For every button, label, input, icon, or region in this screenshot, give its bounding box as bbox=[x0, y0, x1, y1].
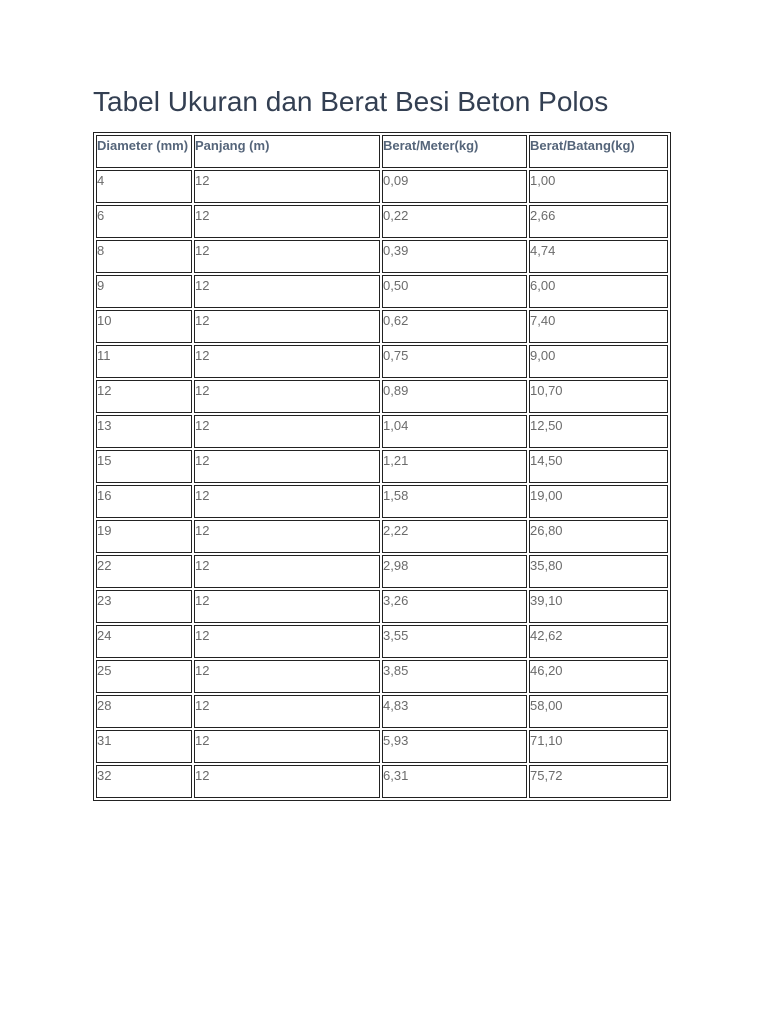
table-row bbox=[96, 275, 668, 308]
cell-berat-meter: 1,21 bbox=[382, 450, 527, 483]
cell-berat-batang: 6,00 bbox=[529, 275, 668, 308]
cell-berat-meter: 0,22 bbox=[382, 205, 527, 238]
cell-diameter: 6 bbox=[96, 205, 192, 238]
cell-diameter: 10 bbox=[96, 310, 192, 343]
cell-berat-batang: 14,50 bbox=[529, 450, 668, 483]
cell-panjang: 12 bbox=[194, 555, 380, 588]
cell-berat-batang: 10,70 bbox=[529, 380, 668, 413]
cell-diameter: 8 bbox=[96, 240, 192, 273]
cell-panjang: 12 bbox=[194, 625, 380, 658]
table-row bbox=[96, 625, 668, 658]
table-row bbox=[96, 450, 668, 483]
cell-diameter: 19 bbox=[96, 520, 192, 553]
cell-panjang: 12 bbox=[194, 730, 380, 763]
cell-diameter: 32 bbox=[96, 765, 192, 798]
cell-berat-batang: 58,00 bbox=[529, 695, 668, 728]
cell-berat-meter: 3,85 bbox=[382, 660, 527, 693]
cell-panjang: 12 bbox=[194, 520, 380, 553]
cell-berat-meter: 5,93 bbox=[382, 730, 527, 763]
cell-berat-batang: 75,72 bbox=[529, 765, 668, 798]
cell-panjang: 12 bbox=[194, 240, 380, 273]
cell-diameter: 9 bbox=[96, 275, 192, 308]
table-row bbox=[96, 555, 668, 588]
cell-diameter: 16 bbox=[96, 485, 192, 518]
table-row bbox=[96, 520, 668, 553]
cell-berat-meter: 0,50 bbox=[382, 275, 527, 308]
table-row bbox=[96, 415, 668, 448]
table-row bbox=[96, 170, 668, 203]
cell-berat-meter: 0,89 bbox=[382, 380, 527, 413]
cell-berat-meter: 4,83 bbox=[382, 695, 527, 728]
cell-berat-meter: 3,26 bbox=[382, 590, 527, 623]
cell-berat-meter: 2,98 bbox=[382, 555, 527, 588]
header-berat-meter: Berat/Meter(kg) bbox=[382, 135, 527, 168]
cell-panjang: 12 bbox=[194, 485, 380, 518]
cell-diameter: 23 bbox=[96, 590, 192, 623]
table-row bbox=[96, 240, 668, 273]
cell-berat-meter: 2,22 bbox=[382, 520, 527, 553]
cell-berat-meter: 1,04 bbox=[382, 415, 527, 448]
table-row bbox=[96, 205, 668, 238]
cell-panjang: 12 bbox=[194, 170, 380, 203]
table-row bbox=[96, 590, 668, 623]
cell-diameter: 4 bbox=[96, 170, 192, 203]
cell-diameter: 28 bbox=[96, 695, 192, 728]
cell-panjang: 12 bbox=[194, 310, 380, 343]
page-title: Tabel Ukuran dan Berat Besi Beton Polos bbox=[93, 86, 609, 117]
table-row bbox=[96, 695, 668, 728]
cell-diameter: 12 bbox=[96, 380, 192, 413]
cell-berat-batang: 1,00 bbox=[529, 170, 668, 203]
cell-berat-meter: 0,75 bbox=[382, 345, 527, 378]
cell-panjang: 12 bbox=[194, 590, 380, 623]
cell-berat-batang: 7,40 bbox=[529, 310, 668, 343]
cell-berat-meter: 3,55 bbox=[382, 625, 527, 658]
cell-berat-batang: 9,00 bbox=[529, 345, 668, 378]
cell-panjang: 12 bbox=[194, 765, 380, 798]
cell-panjang: 12 bbox=[194, 345, 380, 378]
table-row bbox=[96, 730, 668, 763]
cell-berat-meter: 6,31 bbox=[382, 765, 527, 798]
cell-berat-batang: 4,74 bbox=[529, 240, 668, 273]
cell-panjang: 12 bbox=[194, 275, 380, 308]
table-header-row bbox=[96, 135, 668, 168]
cell-berat-batang: 71,10 bbox=[529, 730, 668, 763]
cell-berat-meter: 0,39 bbox=[382, 240, 527, 273]
cell-berat-batang: 2,66 bbox=[529, 205, 668, 238]
cell-diameter: 11 bbox=[96, 345, 192, 378]
cell-berat-batang: 26,80 bbox=[529, 520, 668, 553]
cell-berat-batang: 12,50 bbox=[529, 415, 668, 448]
header-berat-batang: Berat/Batang(kg) bbox=[529, 135, 668, 168]
table-body bbox=[96, 170, 668, 798]
cell-panjang: 12 bbox=[194, 695, 380, 728]
cell-berat-batang: 39,10 bbox=[529, 590, 668, 623]
cell-panjang: 12 bbox=[194, 660, 380, 693]
table-row bbox=[96, 765, 668, 798]
cell-berat-meter: 1,58 bbox=[382, 485, 527, 518]
cell-diameter: 15 bbox=[96, 450, 192, 483]
cell-berat-meter: 0,62 bbox=[382, 310, 527, 343]
cell-berat-batang: 35,80 bbox=[529, 555, 668, 588]
cell-diameter: 25 bbox=[96, 660, 192, 693]
cell-berat-batang: 19,00 bbox=[529, 485, 668, 518]
cell-diameter: 13 bbox=[96, 415, 192, 448]
table-row bbox=[96, 345, 668, 378]
cell-diameter: 24 bbox=[96, 625, 192, 658]
header-diameter: Diameter (mm) bbox=[96, 135, 192, 168]
cell-berat-meter: 0,09 bbox=[382, 170, 527, 203]
cell-panjang: 12 bbox=[194, 415, 380, 448]
header-panjang: Panjang (m) bbox=[194, 135, 380, 168]
table-row bbox=[96, 660, 668, 693]
cell-berat-batang: 46,20 bbox=[529, 660, 668, 693]
cell-panjang: 12 bbox=[194, 450, 380, 483]
table-row bbox=[96, 310, 668, 343]
cell-diameter: 31 bbox=[96, 730, 192, 763]
cell-panjang: 12 bbox=[194, 380, 380, 413]
cell-berat-batang: 42,62 bbox=[529, 625, 668, 658]
table-row bbox=[96, 485, 668, 518]
weight-table bbox=[93, 132, 671, 801]
table-row bbox=[96, 380, 668, 413]
cell-panjang: 12 bbox=[194, 205, 380, 238]
cell-diameter: 22 bbox=[96, 555, 192, 588]
